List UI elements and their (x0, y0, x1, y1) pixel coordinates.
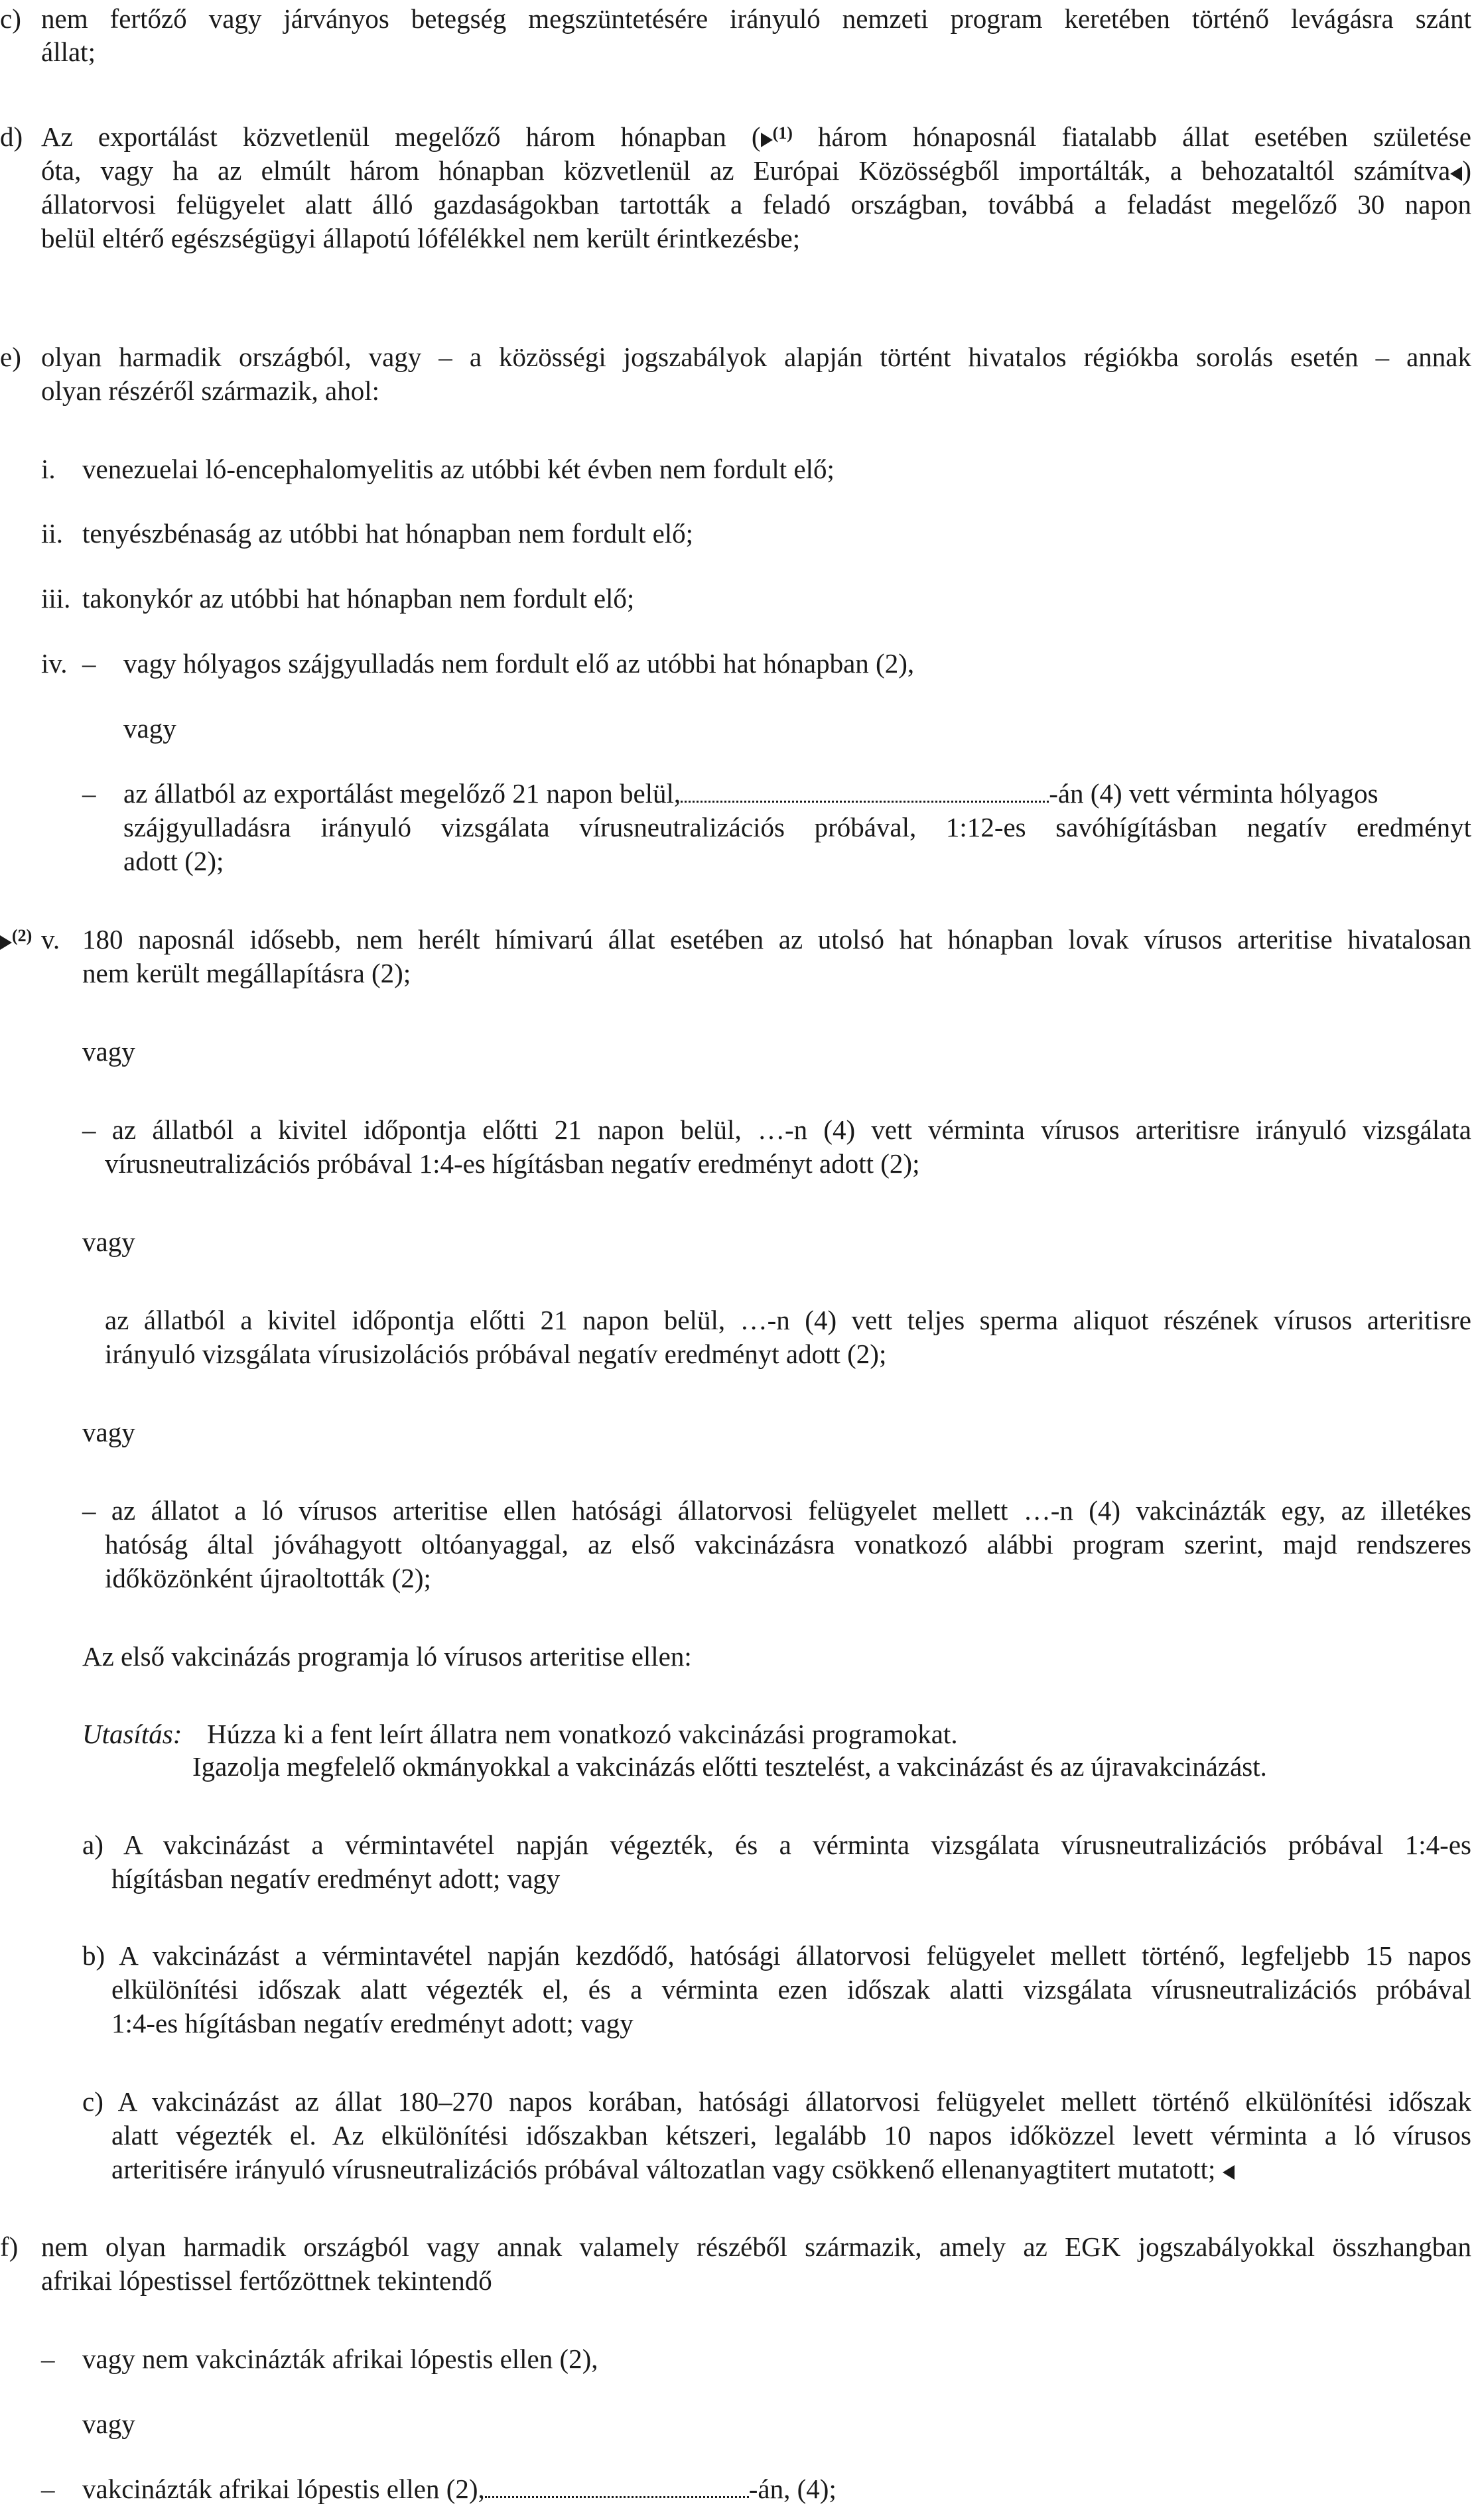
date-fill-line-2 (485, 2489, 749, 2498)
item-e-line2: olyan részéről származik, ahol: (41, 375, 379, 406)
item-d-line1: Az exportálást közvetlenül megelőző három hónapban ( $^{(1)}$ három hónaposnál fiatalabb állat esetében születése (41, 121, 1471, 152)
program-a-line2: hígításban negatív eredményt adott; vagy (111, 1863, 561, 1894)
sub-iv-text: vagy hólyagos szájgyulladás nem fordult elő az utóbbi hat hónapban (2), (123, 648, 915, 679)
sub-v-or-1: vagy (82, 1036, 135, 1067)
sub-iv-or: vagy (123, 713, 176, 744)
sub-v-opt1-line1: – az állatból a kivitel időpontja előtti 21 napon belül, …-n (4) vett vérminta vírusos arteritisre irányuló vizsgálata (82, 1114, 1471, 1145)
amendment-start-marker-2 (0, 935, 12, 950)
item-f-opt2: vakcinázták afrikai lópestis ellen (2), -án, (4); (82, 2474, 837, 2504)
instruction-label: Utasítás: (82, 1719, 182, 1749)
program-b-line2: elkülönítési időszak alatt végezték el, és a vérminta ezen időszak alatti vizsgálata vírusneutralizációs próbával (111, 1974, 1471, 2005)
sub-v-line1: 180 naposnál idősebb, nem herélt hímivarú állat esetében az utolsó hat hónapban lovak vírusos arteritise hivatalosan (82, 924, 1471, 955)
item-e-line1: olyan harmadik országból, vagy – a közösségi jogszabályok alapján történt hivatalos régiókba sorolás esetén – annak (41, 342, 1471, 372)
sub-iv-dash2: – (82, 778, 96, 809)
sub-v-marker: (2) (0, 921, 32, 959)
sub-ii-text: tenyészbénaság az utóbbi hat hónapban nem fordult elő; (82, 518, 694, 549)
sub-v-opt3-line2: hatóság által jóváhagyott oltóanyaggal, az első vakcinázásra vonatkozó alábbi program szerint, majd rendszeres (105, 1529, 1471, 1559)
amendment-end-marker-2 (1223, 2165, 1235, 2180)
program-c-line3: arteritisére irányuló vírusneutralizációs próbával változatlan vagy csökkenő ellenanyagtitert mutatott; (111, 2151, 1235, 2188)
item-d-label: d) (0, 121, 23, 152)
sub-i-text: venezuelai ló-encephalomyelitis az utóbbi két évben nem fordult elő; (82, 454, 835, 484)
item-f-dash2: – (41, 2474, 55, 2504)
program-b-line3: 1:4-es hígításban negatív eredményt adott; vagy (111, 2008, 634, 2038)
item-f-line2: afrikai lópestissel fertőzöttnek tekintendő (41, 2265, 492, 2296)
program-b-line1: b) A vakcinázást a vérmintavétel napján kezdődő, hatósági állatorvosi felügyelet mellett történő, legfeljebb 15 napos (82, 1940, 1471, 1971)
item-f-opt1: vagy nem vakcinázták afrikai lópestis ellen (2), (82, 2344, 598, 2374)
sub-v-opt3-line1: – az állatot a ló vírusos arteritise ellen hatósági állatorvosi felügyelet mellett …-n (4) vakcinázták egy, az illetékes (82, 1495, 1471, 1526)
sub-iv-dash: – (82, 648, 96, 679)
sub-v-opt1-line2: vírusneutralizációs próbával 1:4-es hígításban negatív eredményt adott (2); (105, 1148, 920, 1179)
item-c-line1: nem fertőző vagy járványos betegség megszüntetésére irányuló nemzeti program keretében történő levágásra szánt (41, 3, 1471, 34)
sub-v-opt3-line3: időközönként újraoltották (2); (105, 1563, 431, 1593)
sub-iii-label: iii. (41, 583, 71, 614)
amendment-end-marker (1450, 166, 1462, 181)
sub-v-opt2-line2: irányuló vizsgálata vírusizolációs próbával negatív eredményt adott (2); (105, 1339, 887, 1369)
vaccination-program-title: Az első vakcinázás programja ló vírusos arteritise ellen: (82, 1641, 692, 1672)
item-f-label: f) (0, 2231, 19, 2262)
instruction-line1: Húzza ki a fent leírt állatra nem vonatkozó vakcinázási programokat. (207, 1719, 958, 1749)
sub-iv-option2-line3: adott (2); (123, 846, 224, 876)
sub-v-label: v. (41, 924, 60, 955)
instruction-line2: Igazolja megfelelő okmányokkal a vakcinázás előtti tesztelést, a vakcinázást és az újravakcinázást. (192, 1751, 1267, 1782)
item-f-or: vagy (82, 2409, 135, 2439)
sub-v-opt2-line1: az állatból a kivitel időpontja előtti 21 napon belül, …-n (4) vett teljes sperma aliquot részének vírusos arteritisre (105, 1305, 1471, 1335)
sub-iv-option2-line1: az állatból az exportálást megelőző 21 napon belül, -án (4) vett vérminta hólyagos (123, 778, 1378, 809)
sub-iv-label: iv. (41, 648, 68, 679)
sub-iii-text: takonykór az utóbbi hat hónapban nem fordult elő; (82, 583, 635, 614)
item-f-dash1: – (41, 2344, 55, 2374)
item-e-label: e) (0, 342, 21, 372)
sub-v-or-2: vagy (82, 1227, 135, 1257)
amendment-start-marker (761, 133, 773, 147)
program-c-line1: c) A vakcinázást az állat 180–270 napos korában, hatósági állatorvosi felügyelet mellett történő elkülönítési időszak (82, 2086, 1471, 2117)
item-d-line3: állatorvosi felügyelet alatt álló gazdaságokban tartották a feladó országban, továbbá a feladást megelőző 30 napon (41, 189, 1471, 220)
sub-v-or-3: vagy (82, 1417, 135, 1447)
sub-i-label: i. (41, 454, 56, 484)
date-fill-line (681, 794, 1049, 803)
item-d-line4: belül eltérő egészségügyi állapotú lófélékkel nem került érintkezésbe; (41, 223, 801, 253)
sub-ii-label: ii. (41, 518, 64, 549)
sub-iv-option2-line2: szájgyulladásra irányuló vizsgálata vírusneutralizációs próbával, 1:12-es savóhígításban negatív eredményt (123, 812, 1471, 842)
item-c-label: c) (0, 3, 21, 34)
item-c-line2: állat; (41, 36, 96, 67)
amendment-ref-1: (1) (772, 123, 793, 143)
item-f-line1: nem olyan harmadik országból vagy annak valamely részéből származik, amely az EGK jogszabályokkal összhangban (41, 2231, 1471, 2262)
program-a-line1: a) A vakcinázást a vérmintavétel napján végezték, és a vérminta vizsgálata vírusneutralizációs próbával 1:4-es (82, 1829, 1471, 1860)
item-d-line2: óta, vagy ha az elmúlt három hónapban közvetlenül az Európai Közösségből importálták, a behozataltól számítva ) (41, 155, 1471, 186)
program-c-line2: alatt végezték el. Az elkülönítési időszakban kétszeri, legalább 10 napos időközzel levett vérminta a ló vírusos (111, 2120, 1471, 2151)
sub-v-line2: nem került megállapításra (2); (82, 958, 411, 988)
